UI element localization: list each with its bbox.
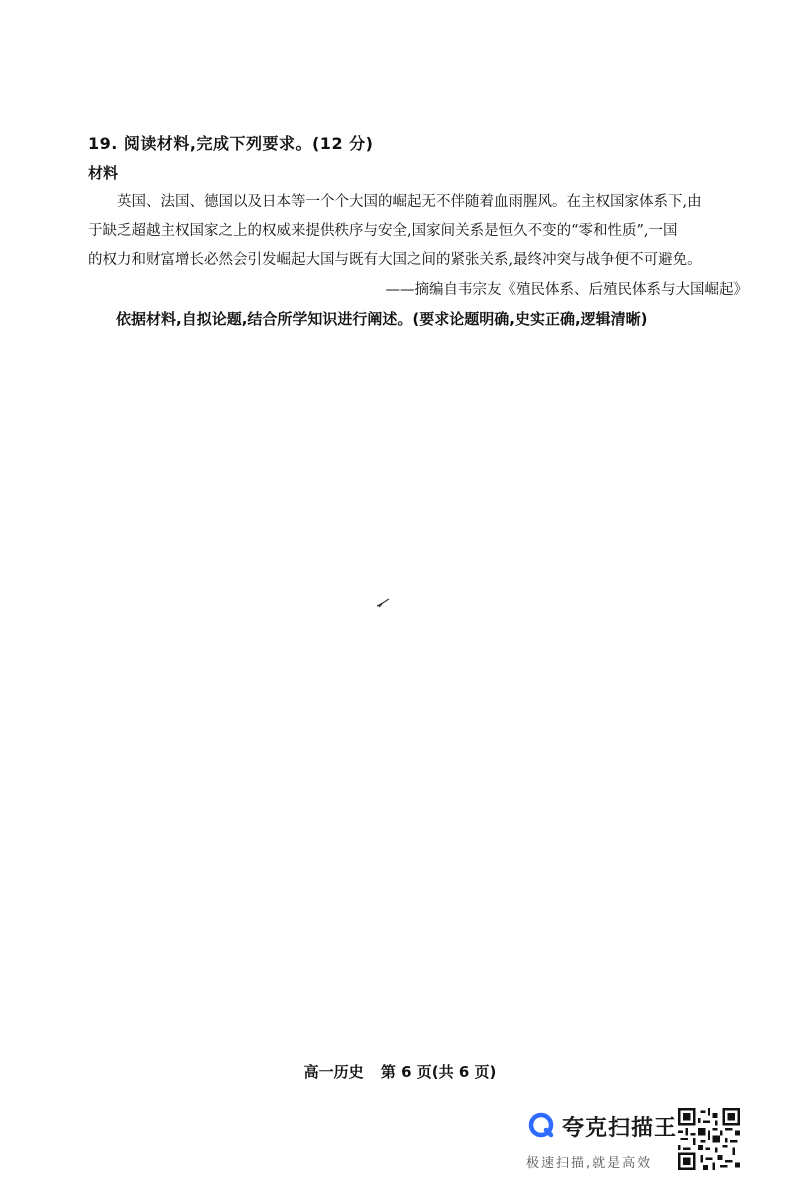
material-source: ——摘编自韦宗友《殖民体系、后殖民体系与大国崛起》	[385, 282, 748, 298]
footer-page-number: 第 6 页(共 6 页)	[380, 1063, 497, 1081]
material-line: 于缺乏超越主权国家之上的权威来提供秩序与安全,国家间关系是恒久不变的“零和性质”,一国	[88, 223, 678, 239]
quark-logo-icon	[526, 1110, 556, 1140]
page-footer	[0, 1061, 800, 1082]
material-passage	[88, 188, 748, 275]
material-line: 的权力和财富增长必然会引发崛起大国与既有大国之间的紧张关系,最终冲突与战争便不可避免。	[88, 252, 702, 268]
material-line: 英国、法国、德国以及日本等一个个大国的崛起无不伴随着血雨腥风。在主权国家体系下,由	[117, 194, 702, 210]
watermark-slogan: 极速扫描,就是高效	[526, 1156, 653, 1171]
footer-subject: 高一历史	[303, 1063, 364, 1081]
qr-code-icon	[678, 1108, 740, 1170]
scanner-watermark	[526, 1108, 746, 1174]
watermark-brand: 夸克扫描王	[562, 1116, 678, 1141]
material-label: 材料	[88, 164, 119, 182]
pen-mark-icon	[376, 598, 390, 608]
question-title: 19. 阅读材料,完成下列要求。(12 分)	[88, 134, 374, 153]
question-task: 依据材料,自拟论题,结合所学知识进行阐述。(要求论题明确,史实正确,逻辑清晰)	[116, 310, 648, 328]
